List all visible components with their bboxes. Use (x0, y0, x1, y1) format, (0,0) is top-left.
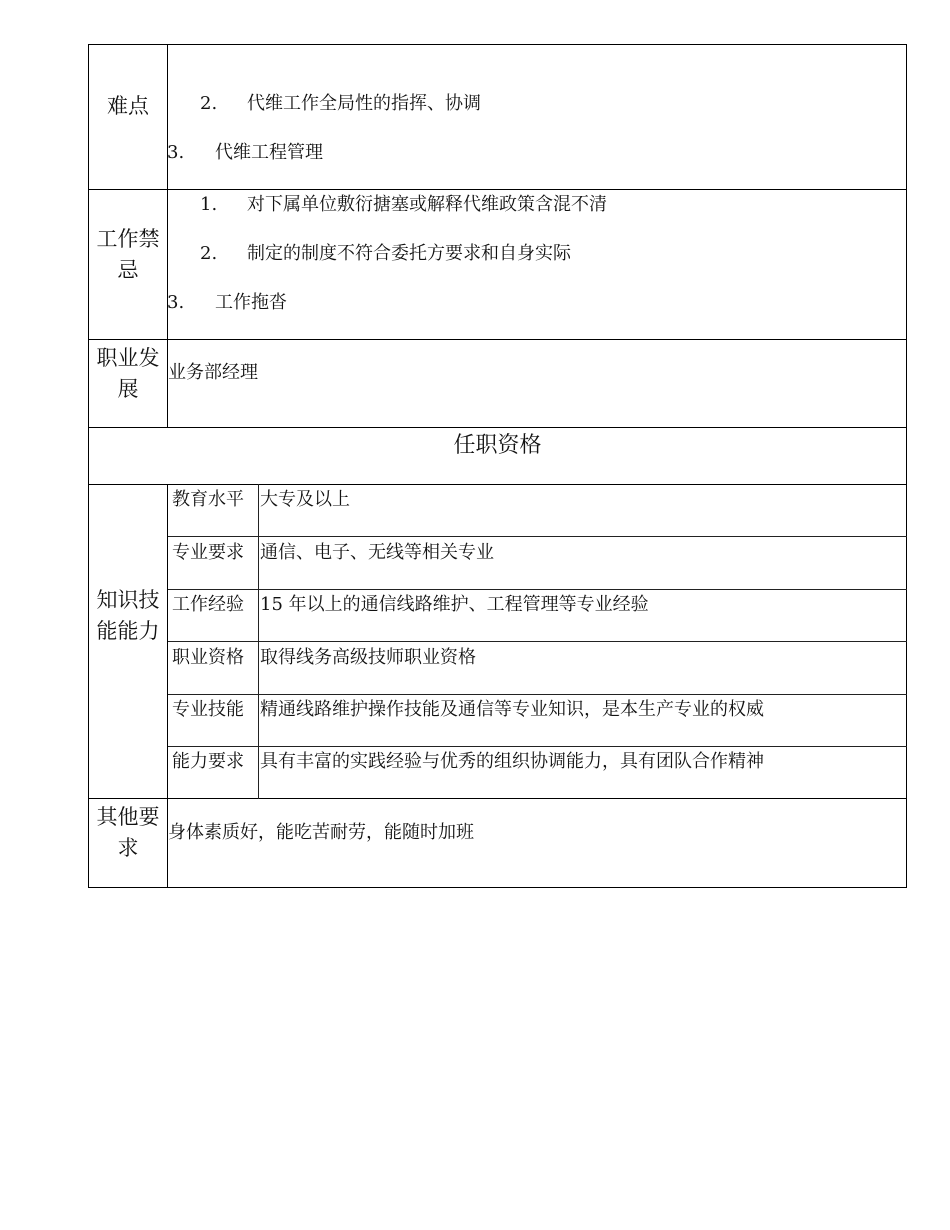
skill-key-column-divider (258, 484, 259, 799)
divider-skill-row-3 (167, 641, 907, 642)
divider-skill-row-5 (167, 746, 907, 747)
skill-value-education: 大专及以上 (260, 489, 350, 510)
other-value: 身体素质好，能吃苦耐劳，能随时加班 (168, 822, 474, 843)
difficulty-item-num: 3. (167, 142, 185, 163)
skill-key-certification: 职业资格 (172, 647, 244, 668)
skill-key-experience: 工作经验 (172, 594, 244, 615)
skill-value-certification: 取得线务高级技师职业资格 (260, 647, 476, 668)
divider-difficulty-bottom (88, 189, 907, 190)
prohibition-item-text: 对下属单位敷衍搪塞或解释代维政策含混不清 (247, 194, 607, 215)
divider-qualifications-bottom (88, 484, 907, 485)
skill-value-experience: 15 年以上的通信线路维护、工程管理等专业经验 (260, 594, 649, 615)
skill-key-ability: 能力要求 (172, 751, 244, 772)
prohibition-item-num: 2. (200, 243, 218, 264)
difficulty-item-text: 代维工程管理 (215, 142, 323, 163)
divider-skills-bottom (88, 798, 907, 799)
skills-label: 知识技能能力 (96, 588, 160, 643)
prohibition-item-text: 制定的制度不符合委托方要求和自身实际 (247, 243, 571, 264)
prohibition-item-num: 1. (200, 194, 218, 215)
skill-value-major: 通信、电子、无线等相关专业 (260, 542, 494, 563)
skill-value-ability: 具有丰富的实践经验与优秀的组织协调能力，具有团队合作精神 (260, 751, 764, 772)
divider-skill-row-2 (167, 589, 907, 590)
skill-key-education: 教育水平 (172, 489, 244, 510)
divider-skill-row-1 (167, 536, 907, 537)
prohibition-item-num: 3. (167, 292, 185, 313)
divider-skill-row-4 (167, 694, 907, 695)
career-label: 职业发展 (96, 346, 160, 401)
difficulty-item-num: 2. (200, 93, 218, 114)
difficulty-label: 难点 (107, 94, 149, 118)
skill-value-expertise: 精通线路维护操作技能及通信等专业知识，是本生产专业的权威 (260, 699, 764, 720)
prohibition-item-text: 工作拖沓 (215, 292, 287, 313)
skill-key-major: 专业要求 (172, 542, 244, 563)
career-value: 业务部经理 (168, 362, 258, 383)
qualifications-title: 任职资格 (453, 433, 542, 458)
prohibitions-label: 工作禁忌 (96, 227, 160, 282)
skill-key-expertise: 专业技能 (172, 699, 244, 720)
divider-prohibitions-bottom (88, 339, 907, 340)
difficulty-item-text: 代维工作全局性的指挥、协调 (247, 93, 481, 114)
divider-career-bottom (88, 427, 907, 428)
other-label: 其他要求 (96, 805, 160, 860)
